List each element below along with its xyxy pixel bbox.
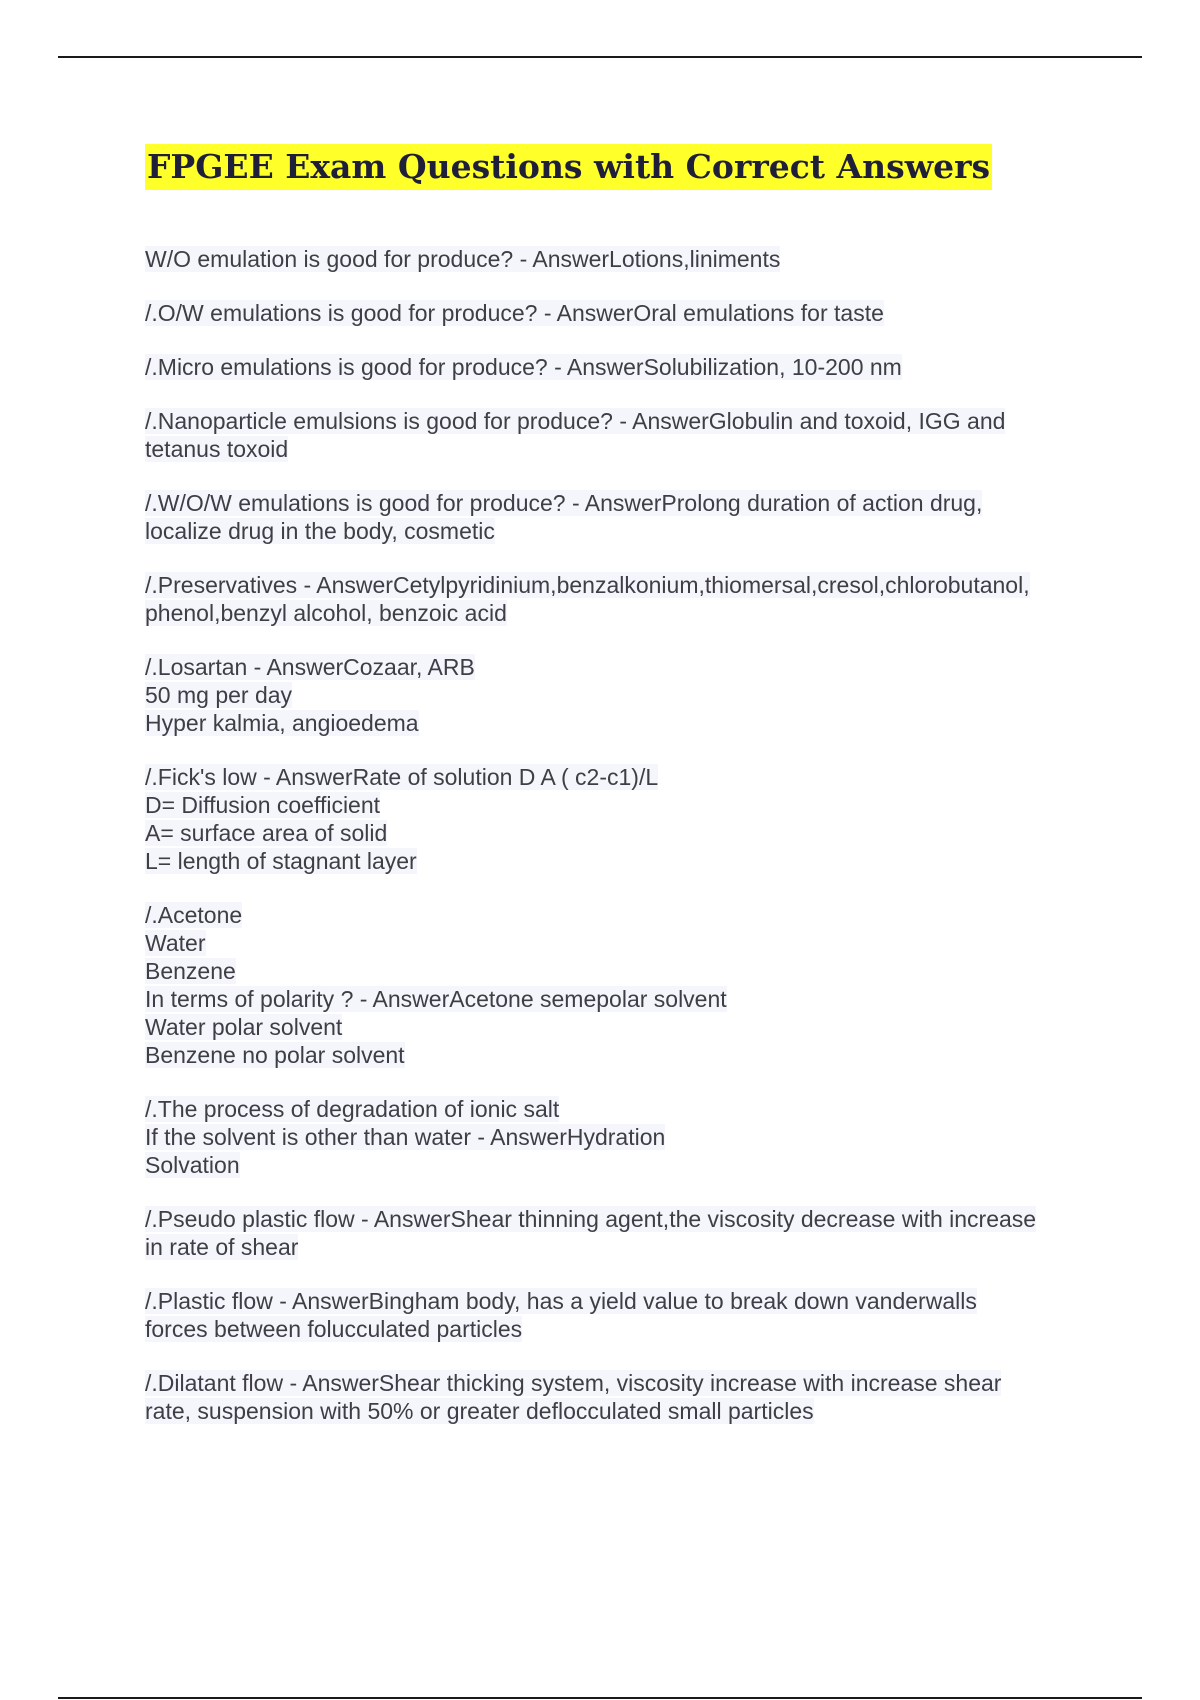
qa-list bbox=[145, 245, 1085, 1451]
footer-rule bbox=[58, 1697, 1142, 1699]
header-rule bbox=[58, 56, 1142, 58]
qa-item bbox=[145, 763, 1085, 875]
qa-item bbox=[145, 353, 1085, 381]
qa-item bbox=[145, 245, 1085, 273]
qa-item bbox=[145, 407, 1085, 463]
document-title: FPGEE Exam Questions with Correct Answers bbox=[145, 144, 992, 190]
qa-item-text: /.Acetone Water Benzene In terms of polarity ? - AnswerAcetone semepolar solvent Water polar solvent Benzene no polar solvent bbox=[145, 902, 727, 1068]
qa-item-text: /.Plastic flow - AnswerBingham body, has a yield value to break down vanderwalls forces between folucculated particles bbox=[145, 1288, 977, 1342]
qa-item bbox=[145, 1095, 1085, 1179]
qa-item-text: /.W/O/W emulations is good for produce? - AnswerProlong duration of action drug, localize drug in the body, cosmetic bbox=[145, 490, 983, 544]
qa-item bbox=[145, 1205, 1085, 1261]
qa-item bbox=[145, 299, 1085, 327]
qa-item bbox=[145, 901, 1085, 1069]
qa-item bbox=[145, 1287, 1085, 1343]
qa-item-text: /.Micro emulations is good for produce? - AnswerSolubilization, 10-200 nm bbox=[145, 354, 902, 380]
qa-item bbox=[145, 489, 1085, 545]
qa-item bbox=[145, 653, 1085, 737]
qa-item bbox=[145, 1369, 1085, 1425]
qa-item-text: /.Nanoparticle emulsions is good for produce? - AnswerGlobulin and toxoid, IGG and tetanus toxoid bbox=[145, 408, 1006, 462]
qa-item-text: W/O emulation is good for produce? - AnswerLotions,liniments bbox=[145, 246, 781, 272]
qa-item-text: /.O/W emulations is good for produce? - AnswerOral emulations for taste bbox=[145, 300, 884, 326]
qa-item-text: /.The process of degradation of ionic salt If the solvent is other than water - AnswerHydration Solvation bbox=[145, 1096, 666, 1178]
qa-item-text: /.Preservatives - AnswerCetylpyridinium,benzalkonium,thiomersal,cresol,chlorobutanol, phenol,benzyl alcohol, benzoic acid bbox=[145, 572, 1030, 626]
qa-item bbox=[145, 571, 1085, 627]
qa-item-text: /.Dilatant flow - AnswerShear thicking system, viscosity increase with increase shear rate, suspension with 50% or greater deflocculated small particles bbox=[145, 1370, 1002, 1424]
qa-item-text: /.Fick's low - AnswerRate of solution D A ( c2-c1)/L D= Diffusion coefficient A= surface area of solid L= length of stagnant layer bbox=[145, 764, 659, 874]
qa-item-text: /.Losartan - AnswerCozaar, ARB 50 mg per day Hyper kalmia, angioedema bbox=[145, 654, 475, 736]
qa-item-text: /.Pseudo plastic flow - AnswerShear thinning agent,the viscosity decrease with increase in rate of shear bbox=[145, 1206, 1037, 1260]
